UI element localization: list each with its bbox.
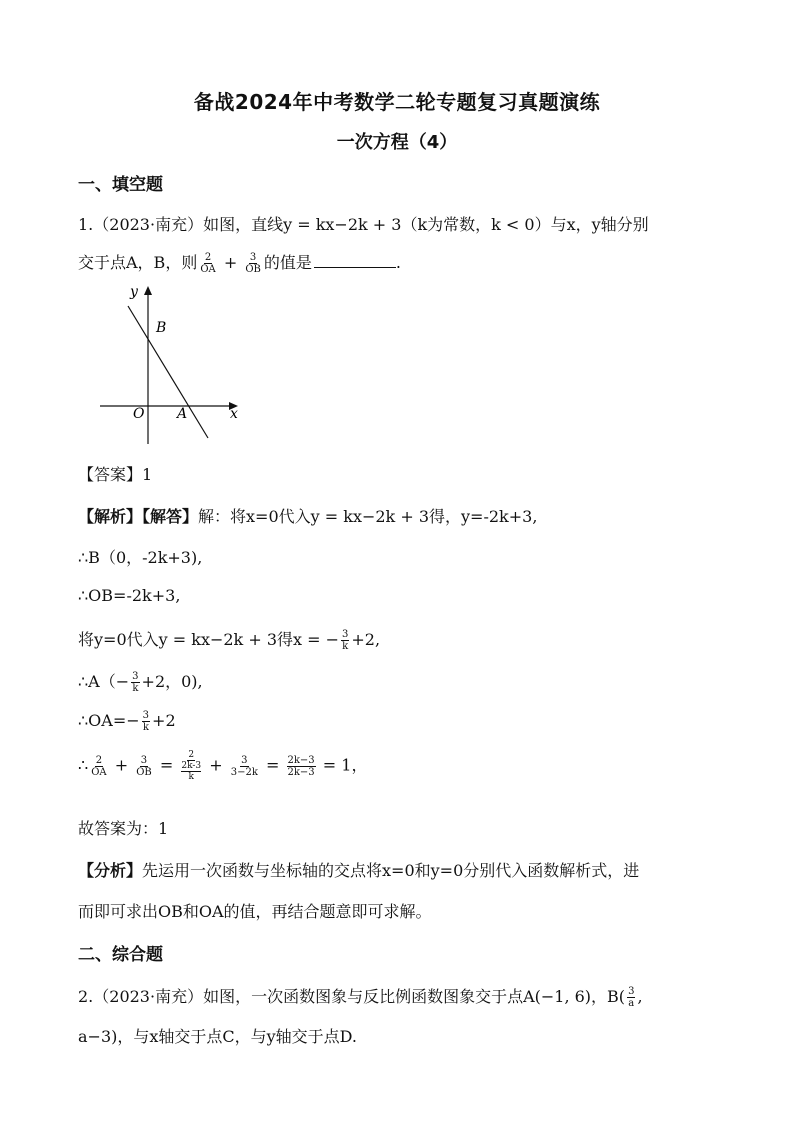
q2-line1-b: , (637, 987, 643, 1006)
q1-line2-suffix: 的值是 (263, 253, 312, 272)
analysis-line3: ∴OB=-2k+3, (78, 586, 181, 605)
q1-line2-prefix: 交于点A，B，则 (78, 253, 198, 272)
equals-sign: = (322, 755, 337, 775)
answer-label: 【答案】 (78, 465, 143, 484)
result-value: 1， (341, 755, 368, 775)
analysis-line4-b: +2, (351, 630, 381, 649)
fenxi-text-1: 先运用一次函数与坐标轴的交点将x=0和y=0分别代入函数解析式，进 (142, 861, 640, 880)
fraction-3-over-3-2k: $\frac{3}{3-2k}$ (230, 754, 258, 778)
q1-line2 (78, 250, 401, 275)
answer-line (78, 462, 152, 485)
therefore-sign: ∴ (78, 755, 89, 775)
q1-line1: 1.（2023·南充）如图，直线y = kx−2k + 3（k为常数，k < 0）与x，y轴分别 (78, 215, 649, 234)
fraction-2k-3-over-2k-3: $\frac{2k-3}{2k-3}$ (287, 754, 315, 778)
page-title: 备战2024年中考数学二轮专题复习真题演练 (193, 90, 601, 114)
page-subtitle: 一次方程（4） (336, 132, 458, 153)
analysis-line1 (78, 504, 537, 527)
analysis-label: 【解析】【解答】 (78, 507, 199, 526)
fenxi-line2: 而即可求出OB和OA的值，再结合题意即可求解。 (78, 902, 432, 921)
plus-sign: + (209, 755, 223, 775)
analysis-line4 (78, 627, 380, 652)
q2-line1 (78, 984, 643, 1009)
point-a-label: A (177, 406, 188, 422)
analysis-line4-a: 将y=0代入y = kx−2k + 3得x = − (78, 630, 340, 649)
analysis-line7 (78, 750, 367, 782)
equals-sign: = (159, 755, 174, 775)
section-heading-comprehensive: 二、综合题 (78, 945, 163, 965)
fraction-2-over-oa: $\frac{2}{OA}$ (200, 252, 216, 275)
fraction-2-over-oa: $\frac{2}{OA}$ (91, 754, 107, 778)
fraction-3-over-a: $\frac{3}{a}$ (628, 986, 635, 1009)
fenxi-label: 【分析】 (78, 861, 143, 880)
analysis-line8: 故答案为：1 (78, 819, 169, 838)
fraction-3-over-ob: $\frac{3}{OB}$ (136, 754, 152, 778)
analysis-line6-b: +2 (152, 711, 176, 730)
answer-blank (314, 253, 396, 268)
plus-sign: + (114, 755, 129, 775)
y-axis-label: y (130, 284, 138, 300)
origin-label: O (133, 406, 145, 422)
line-graph-figure (96, 282, 256, 452)
analysis-line5-a: ∴A（− (78, 672, 130, 691)
analysis-line5-b: +2，0), (141, 672, 203, 691)
analysis-line5 (78, 669, 203, 694)
fraction-3-over-k: $\frac{3}{k}$ (142, 710, 150, 733)
fraction-3-over-k: $\frac{3}{k}$ (132, 671, 139, 694)
y-axis-arrow (144, 286, 152, 295)
point-b-label: B (156, 320, 167, 336)
plus-sign: + (223, 253, 238, 272)
fraction-3-over-k: $\frac{3}{k}$ (342, 629, 349, 652)
q2-line1-a: 2.（2023·南充）如图，一次函数图象与反比例函数图象交于点A(−1, 6)，B( (78, 987, 626, 1006)
fraction-3-over-ob: $\frac{3}{OB}$ (245, 252, 261, 275)
fenxi-line1 (78, 858, 639, 881)
analysis-line2: ∴B（0，-2k+3), (78, 548, 203, 567)
analysis-line6 (78, 710, 176, 733)
compound-fraction: 2 2k-3 k (181, 750, 202, 782)
section-heading-fill-blank: 一、填空题 (78, 175, 163, 195)
answer-value: 1 (142, 465, 153, 484)
q2-line2: a−3)，与x轴交于点C，与y轴交于点D. (78, 1027, 358, 1046)
x-axis-label: x (230, 406, 238, 422)
analysis-line6-a: ∴OA=− (78, 711, 140, 730)
analysis-text-1: 解：将x=0代入y = kx−2k + 3得，y=-2k+3, (198, 507, 538, 526)
equals-sign: = (266, 755, 280, 775)
q1-line2-end: . (395, 253, 401, 272)
